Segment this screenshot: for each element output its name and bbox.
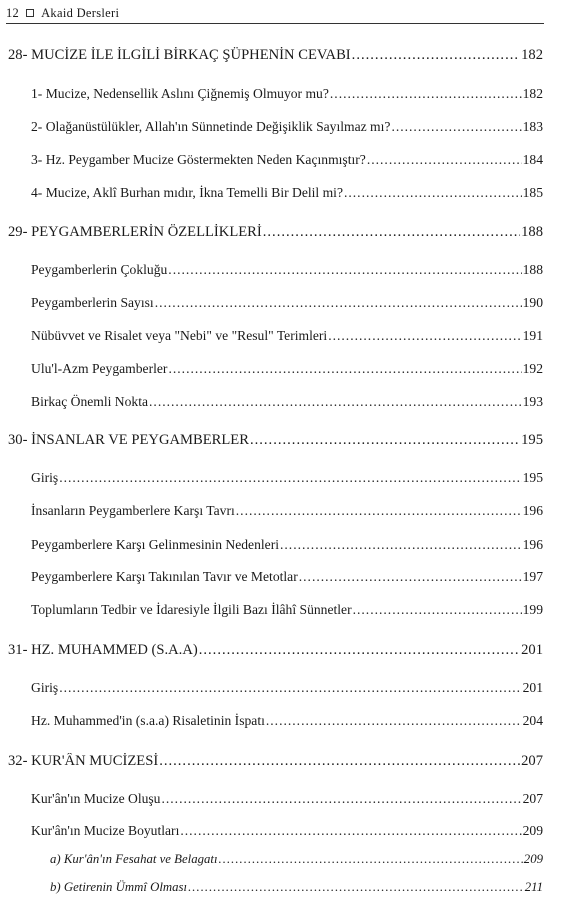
toc-entry-page-number: 185 <box>522 185 543 200</box>
toc-section-entry <box>31 791 543 807</box>
dot-leader <box>159 753 520 770</box>
toc-entry-page-number: 209 <box>522 823 543 838</box>
toc-entry-page-number: 190 <box>522 295 543 310</box>
toc-chapter-entry <box>8 47 543 64</box>
toc-entry-page-number: 204 <box>522 713 543 728</box>
toc-entry-title: 3- Hz. Peygamber Mucize Göstermekten Neden Kaçınmıştır? <box>31 152 366 167</box>
dot-leader <box>344 185 522 201</box>
toc-entry-title: İnsanların Peygamberlere Karşı Tavrı <box>31 503 235 518</box>
dot-leader <box>263 224 520 241</box>
toc-entry-title: Peygamberlere Karşı Takınılan Tavır ve Metotlar <box>31 569 298 584</box>
toc-section-entry <box>31 602 543 618</box>
toc-entry-title: 1- Mucize, Nedensellik Aslını Çiğnemiş Olmuyor mu? <box>31 86 329 101</box>
dot-leader <box>199 642 520 659</box>
dot-leader <box>155 295 522 311</box>
toc-section-entry <box>31 503 543 519</box>
toc-entry-title: 2- Olağanüstülükler, Allah'ın Sünnetinde Değişiklik Sayılmaz mı? <box>31 119 391 134</box>
toc-entry-title: 31- HZ. MUHAMMED (S.A.A) <box>8 642 198 658</box>
toc-entry-page-number: 182 <box>522 86 543 101</box>
toc-entry-title: 30- İNSANLAR VE PEYGAMBERLER <box>8 432 249 448</box>
toc-section-entry <box>31 394 543 410</box>
dot-leader <box>266 713 522 729</box>
dot-leader <box>180 823 521 839</box>
toc-section-entry <box>31 823 543 839</box>
toc-entry-page-number: 184 <box>522 152 543 167</box>
toc-entry-page-number: 188 <box>522 262 543 277</box>
toc-entry-title: 32- KUR'ÂN MUCİZESİ <box>8 753 159 769</box>
toc-entry-title: 28- MUCİZE İLE İLGİLİ BİRKAÇ ŞÜPHENİN CEVABI <box>8 47 351 63</box>
header-page-number: 12 <box>6 6 20 20</box>
toc-entry-page-number: 183 <box>522 119 543 134</box>
toc-section-entry <box>31 152 543 168</box>
toc-entry-page-number: 196 <box>522 537 543 552</box>
toc-section-entry <box>31 119 543 135</box>
dot-leader <box>149 394 522 410</box>
toc-entry-page-number: 209 <box>523 852 543 866</box>
toc-section-entry <box>31 361 543 377</box>
toc-entry-page-number: 193 <box>522 394 543 409</box>
toc-entry-page-number: 182 <box>521 47 543 63</box>
toc-section-entry <box>31 262 543 278</box>
toc-entry-page-number: 201 <box>521 642 543 658</box>
toc-section-entry <box>31 470 543 486</box>
dot-leader <box>328 328 521 344</box>
header-book-title: Akaid Dersleri <box>41 6 120 20</box>
toc-section-entry <box>31 86 543 102</box>
dot-leader <box>168 262 521 278</box>
toc-subsection-entry <box>50 852 543 867</box>
dot-leader <box>236 503 522 519</box>
toc-entry-title: Birkaç Önemli Nokta <box>31 394 149 409</box>
toc-entry-page-number: 211 <box>524 880 543 894</box>
toc-chapter-entry <box>8 753 543 770</box>
toc-entry-title: Hz. Muhammed'in (s.a.a) Risaletinin İspatı <box>31 713 265 728</box>
toc-entry-title: Kur'ân'ın Mucize Boyutları <box>31 823 180 838</box>
toc-section-entry <box>31 680 543 696</box>
toc-entry-page-number: 201 <box>522 680 543 695</box>
toc-entry-page-number: 207 <box>521 753 543 769</box>
toc-entry-page-number: 195 <box>521 432 543 448</box>
toc-subsection-entry <box>50 880 543 895</box>
toc-section-entry <box>31 328 543 344</box>
toc-entry-title: a) Kur'ân'ın Fesahat ve Belagatı <box>50 852 218 866</box>
dot-leader <box>280 537 522 553</box>
dot-leader <box>299 569 522 585</box>
toc-chapter-entry <box>8 224 543 241</box>
toc-entry-title: Peygamberlerin Sayısı <box>31 295 154 310</box>
dot-leader <box>250 432 520 449</box>
dot-leader <box>367 152 522 168</box>
toc-entry-page-number: 188 <box>521 224 543 240</box>
toc-entry-title: Giriş <box>31 680 59 695</box>
dot-leader <box>168 361 521 377</box>
toc-entry-page-number: 207 <box>522 791 543 806</box>
toc-section-entry <box>31 713 543 729</box>
toc-entry-title: Nübüvvet ve Risalet veya "Nebi" ve "Resul" Terimleri <box>31 328 328 343</box>
toc-entry-title: Peygamberlerin Çokluğu <box>31 262 168 277</box>
toc-entry-title: 4- Mucize, Aklî Burhan mıdır, İkna Temelli Bir Delil mi? <box>31 185 343 200</box>
dot-leader <box>161 791 521 807</box>
toc-entry-page-number: 196 <box>522 503 543 518</box>
dot-leader <box>330 86 522 102</box>
dot-leader <box>219 852 523 867</box>
toc-entry-page-number: 192 <box>522 361 543 376</box>
toc-entry-title: 29- PEYGAMBERLERİN ÖZELLİKLERİ <box>8 224 262 240</box>
toc-entry-title: Giriş <box>31 470 59 485</box>
toc-chapter-entry <box>8 432 543 449</box>
toc-entry-title: Ulu'l-Azm Peygamberler <box>31 361 168 376</box>
toc-entry-title: b) Getirenin Ümmî Olması <box>50 880 188 894</box>
dot-leader <box>353 602 522 618</box>
toc-entry-page-number: 191 <box>522 328 543 343</box>
toc-section-entry <box>31 537 543 553</box>
dot-leader <box>59 470 521 486</box>
toc-entry-page-number: 197 <box>522 569 543 584</box>
toc-section-entry <box>31 569 543 585</box>
dot-leader <box>59 680 521 696</box>
toc-entry-title: Toplumların Tedbir ve İdaresiyle İlgili Bazı İlâhî Sünnetler <box>31 602 352 617</box>
toc-entry-title: Kur'ân'ın Mucize Oluşu <box>31 791 161 806</box>
toc-entry-page-number: 195 <box>522 470 543 485</box>
toc-section-entry <box>31 295 543 311</box>
toc-section-entry <box>31 185 543 201</box>
toc-entry-title: Peygamberlere Karşı Gelinmesinin Nedenleri <box>31 537 279 552</box>
dot-leader <box>391 119 521 135</box>
toc-chapter-entry <box>8 642 543 659</box>
dot-leader <box>188 880 524 895</box>
dot-leader <box>352 47 520 64</box>
toc-entry-page-number: 199 <box>522 602 543 617</box>
